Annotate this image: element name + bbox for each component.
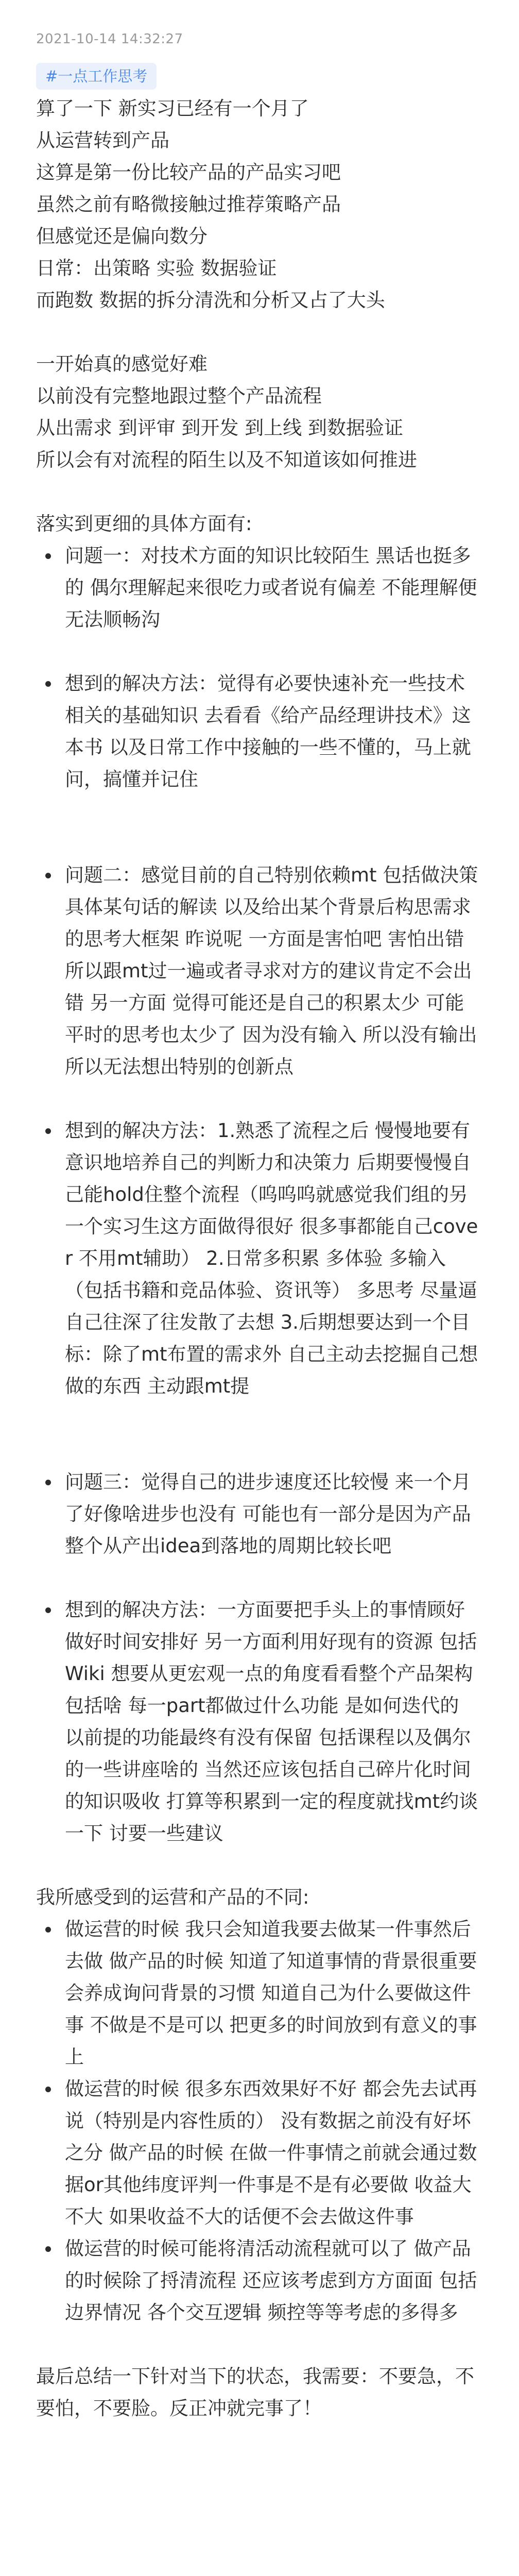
memo-content <box>36 93 483 2425</box>
intro-line: 这算是第一份比较产品的产品实习吧 <box>36 161 341 183</box>
intro-line: 虽然之前有略微接触过推荐策略产品 <box>36 193 341 215</box>
specifics-list <box>36 859 483 1083</box>
list-item: 想到的解决方法：一方面要把手头上的事情顾好做好时间安排好 另一方面利用好现有的资源 包括Wiki 想要从更宏观一点的角度看看整个产品架构包括啥 每一part都做过什么功能 是如何迭代的 以前提的功能最终有没有保留 包括课程以及偶尔的一些讲座啥的 当然还应该包括自己碎片化时间的知识吸收 打算等积累到一定的程度就找mt约谈一下 讨要一些建议 <box>36 1594 483 1850</box>
section-heading: 落实到更细的具体方面有: <box>36 513 252 535</box>
conclusion: 最后总结一下针对当下的状态，我需要：不要急，不要怕，不要脸。反正冲就完事了！ <box>36 2365 474 2419</box>
spacer <box>36 1850 483 1882</box>
specifics-list <box>36 1115 483 1402</box>
list-item: 想到的解决方法：觉得有必要快速补充一些技术相关的基础知识 去看看《给产品经理讲技术》这本书 以及日常工作中接触的一些不懂的，马上就问，搞懂并记住 <box>36 668 483 795</box>
specifics-list <box>36 1466 483 1562</box>
intro-line: 日常：出策略 实验 数据验证 <box>36 257 277 279</box>
list-item: 做运营的时候 很多东西效果好不好 都会先去试再说（特别是内容性质的） 没有数据之前没有好坏之分 做产品的时候 在做一件事情之前就会通过数据or其他纬度评判一件事是不是有必要做 收益大不大 如果收益不大的话便不会去做这件事 <box>36 2073 483 2233</box>
memo-tag[interactable]: #一点工作思考 <box>36 63 157 90</box>
start-line: 所以会有对流程的陌生以及不知道该如何推进 <box>36 449 417 471</box>
specifics-list <box>36 668 483 795</box>
list-item: 问题一：对技术方面的知识比较陌生 黑话也挺多的 偶尔理解起来很吃力或者说有偏差 不能理解便无法顺畅沟 <box>36 540 483 636</box>
spacer <box>36 795 483 827</box>
start-line: 从出需求 到评审 到开发 到上线 到数据验证 <box>36 417 404 439</box>
spacer <box>36 1434 483 1466</box>
spacer <box>36 2329 483 2361</box>
spacer <box>36 636 483 668</box>
spacer <box>36 1562 483 1594</box>
list-item: 做运营的时候可能将清活动流程就可以了 做产品的时候除了捋清流程 还应该考虑到方方面面 包括边界情况 各个交互逻辑 频控等等考虑的多得多 <box>36 2233 483 2329</box>
section-heading: 我所感受到的运营和产品的不同: <box>36 1886 309 1908</box>
specifics-list <box>36 1594 483 1850</box>
list-item: 做运营的时候 我只会知道我要去做某一件事然后去做 做产品的时候 知道了知道事情的背景很重要会养成询问背景的习惯 知道自己为什么要做这件事 不做是不是可以 把更多的时间放到有意义的事上 <box>36 1913 483 2073</box>
start-line: 一开始真的感觉好难 <box>36 353 207 375</box>
start-line: 以前没有完整地跟过整个产品流程 <box>36 385 322 407</box>
list-item: 问题三：觉得自己的进步速度还比较慢 来一个月了好像啥进步也没有 可能也有一部分是因为产品整个从产出idea到落地的周期比较长吧 <box>36 1466 483 1562</box>
specifics-list <box>36 540 483 636</box>
spacer <box>36 1083 483 1115</box>
spacer <box>36 827 483 859</box>
intro-line: 但感觉还是偏向数分 <box>36 225 207 247</box>
intro-line: 从运营转到产品 <box>36 129 169 151</box>
difference-list <box>36 1913 483 2329</box>
memo-timestamp: 2021-10-14 14:32:27 <box>36 31 183 47</box>
list-item: 问题二：感觉目前的自己特别依赖mt 包括做決策 具体某句话的解读 以及给出某个背景后构思需求的思考大框架 昨说呢 一方面是害怕吧 害怕出错 所以跟mt过一遍或者寻求对方的建议肯定不会出错 另一方面 觉得可能还是自己的积累太少 可能平时的思考也太少了 因为没有输入 所以没有输出 所以无法想出特别的创新点 <box>36 859 483 1083</box>
intro-line: 算了一下 新实习已经有一个月了 <box>36 97 309 120</box>
spacer <box>36 1402 483 1434</box>
intro-line: 而跑数 数据的拆分清洗和分析又占了大头 <box>36 289 385 311</box>
spacer <box>36 476 483 508</box>
spacer <box>36 316 483 348</box>
list-item: 想到的解决方法：1.熟悉了流程之后 慢慢地要有意识地培养自己的判断力和决策力 后期要慢慢自己能hold住整个流程（呜呜呜就感觉我们组的另一个实习生这方面做得很好 很多事都能自己cover 不用mt辅助） 2.日常多积累 多体验 多输入（包括书籍和竞品体验、资讯等） 多思考 尽量逼自己往深了往发散了去想 3.后期想要达到一个目标：除了mt布置的需求外 自己主动去挖掘自己想做的东西 主动跟mt提 <box>36 1115 483 1402</box>
